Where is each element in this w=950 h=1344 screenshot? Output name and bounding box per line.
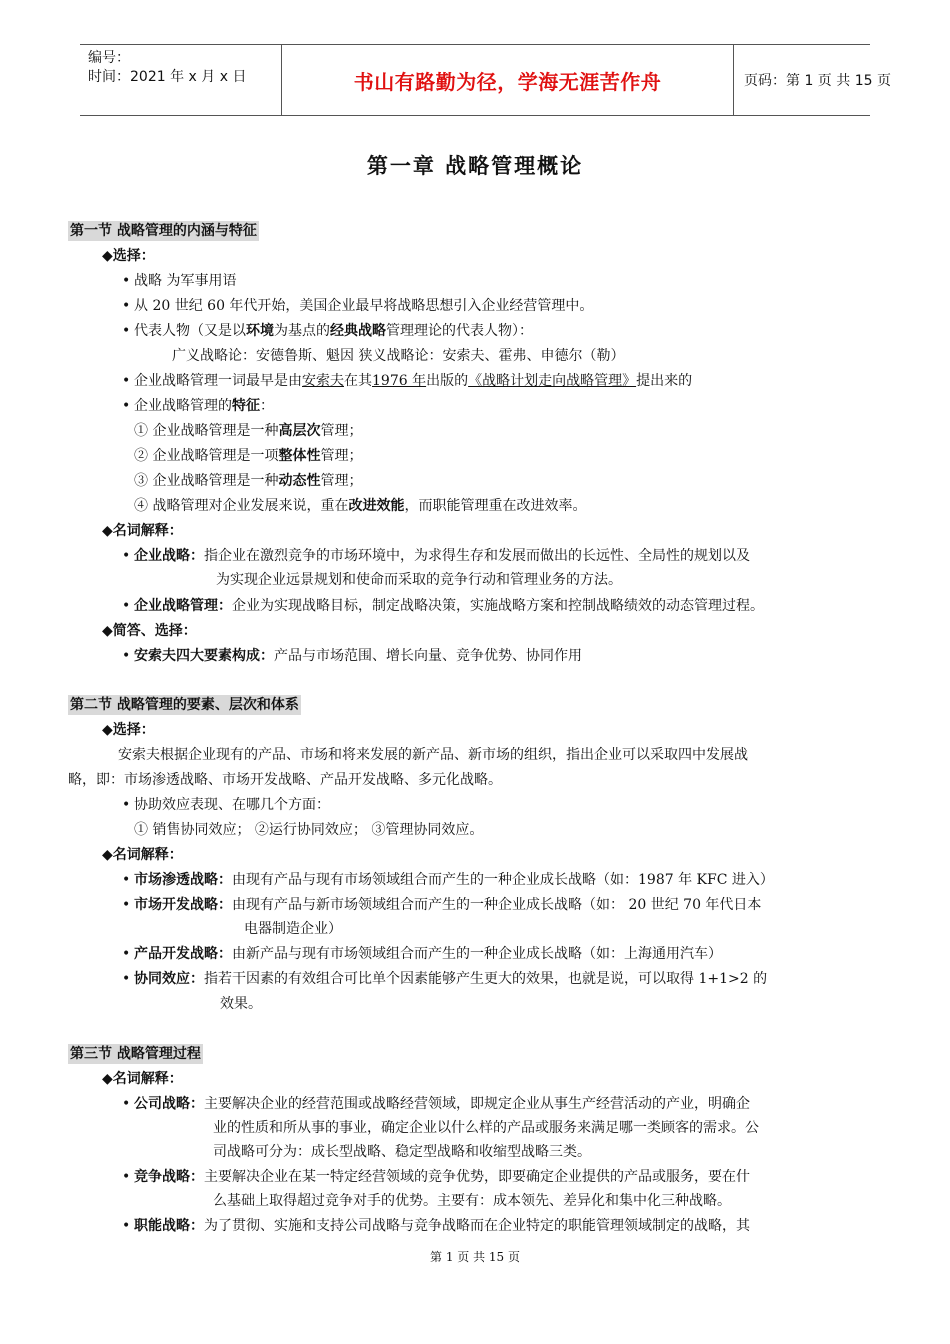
- list-item: ① 销售协同效应； ②运行协同效应； ③管理协同效应。: [134, 822, 484, 838]
- category-label: ◆名词解释：: [102, 847, 183, 863]
- header-meta: [80, 45, 282, 115]
- term-definition-cont: 效果。: [220, 996, 262, 1012]
- time-label: 时间：2021 年 x 月 x 日: [88, 69, 247, 85]
- paragraph-line: 略，即：市场渗透战略、市场开发战略、产品开发战略、多元化战略。: [68, 772, 502, 788]
- list-item: • 协助效应表现、在哪几个方面：: [122, 797, 330, 813]
- list-item: ④ 战略管理对企业发展来说，重在改进效能，而职能管理重在改进效率。: [134, 498, 587, 514]
- list-item: ② 企业战略管理是一项整体性管理；: [134, 448, 363, 464]
- term-definition-cont: 业的性质和所从事的事业，确定企业以什么样的产品或服务来满足哪一类顾客的需求。公: [213, 1120, 759, 1136]
- list-item: • 代表人物（又是以环境为基点的经典战略管理理论的代表人物）：: [122, 323, 533, 339]
- list-item: • 战略 为军事用语: [122, 273, 237, 289]
- header-page-info: 页码：第 1 页 共 15 页: [744, 73, 891, 89]
- section-heading-1: 第一节 战略管理的内涵与特征: [70, 223, 257, 239]
- category-label: ◆名词解释：: [102, 523, 183, 539]
- term-definition-cont: 电器制造企业）: [244, 921, 342, 937]
- list-item: 广义战略论：安德鲁斯、魁因 狭义战略论：安索夫、霍弗、申德尔（勒）: [172, 348, 625, 364]
- category-label: ◆简答、选择：: [102, 623, 197, 639]
- term-definition: • 竞争战略：主要解决企业在某一特定经营领域的竞争优势，即要确定企业提供的产品或服务，要在什: [122, 1169, 750, 1185]
- list-item: ① 企业战略管理是一种高层次管理；: [134, 423, 363, 439]
- term-definition: • 协同效应：指若干因素的有效组合可比单个因素能够产生更大的效果，也就是说，可以取得 1+1>2 的: [122, 971, 768, 987]
- section-heading-3: 第三节 战略管理过程: [70, 1046, 201, 1062]
- category-label: ◆选择：: [102, 722, 155, 738]
- term-definition-cont: 司战略可分为：成长型战略、稳定型战略和收缩型战略三类。: [213, 1144, 591, 1160]
- paragraph-line: 安索夫根据企业现有的产品、市场和将来发展的新产品、新市场的组织，指出企业可以采取四中发展战: [118, 747, 748, 763]
- term-definition: • 职能战略：为了贯彻、实施和支持公司战略与竞争战略而在企业特定的职能管理领域制定的战略，其: [122, 1218, 750, 1234]
- section-heading-2: 第二节 战略管理的要素、层次和体系: [70, 697, 299, 713]
- category-label: ◆选择：: [102, 248, 155, 264]
- page-header: [80, 44, 891, 116]
- list-item: • 企业战略管理的特征：: [122, 398, 274, 414]
- number-label: 编号：: [88, 50, 130, 66]
- list-item: • 企业战略管理一词最早是由安索夫在其1976 年出版的《战略计划走向战略管理》提出来的: [122, 373, 693, 389]
- chapter-title: 第一章 战略管理概论: [366, 154, 584, 178]
- term-definition: • 企业战略管理：企业为实现战略目标，制定战略决策，实施战略方案和控制战略绩效的动态管理过程。: [122, 598, 764, 614]
- term-definition: • 市场渗透战略：由现有产品与现有市场领域组合而产生的一种企业成长战略（如：1987 年 KFC 进入）: [122, 872, 774, 888]
- page-footer: 第 1 页 共 15 页: [430, 1250, 520, 1264]
- term-definition: • 安索夫四大要素构成：产品与市场范围、增长向量、竞争优势、协同作用: [122, 648, 582, 664]
- term-definition-cont: 么基础上取得超过竞争对手的优势。主要有：成本领先、差异化和集中化三种战略。: [213, 1193, 731, 1209]
- list-item: ③ 企业战略管理是一种动态性管理；: [134, 473, 363, 489]
- category-label: ◆名词解释：: [102, 1071, 183, 1087]
- term-definition: • 市场开发战略：由现有产品与新市场领域组合而产生的一种企业成长战略（如： 20 世纪 70 年代日本: [122, 897, 762, 913]
- term-definition: • 产品开发战略：由新产品与现有市场领域组合而产生的一种企业成长战略（如：上海通用汽车）: [122, 946, 722, 962]
- term-definition: • 企业战略：指企业在激烈竞争的市场环境中，为求得生存和发展而做出的长远性、全局性的规划以及: [122, 548, 750, 564]
- header-motto: 书山有路勤为径，学海无涯苦作舟: [282, 45, 734, 115]
- term-definition: • 公司战略：主要解决企业的经营范围或战略经营领域，即规定企业从事生产经营活动的产业，明确企: [122, 1096, 750, 1112]
- list-item: • 从 20 世纪 60 年代开始，美国企业最早将战略思想引入企业经营管理中。: [122, 298, 594, 314]
- term-definition-cont: 为实现企业远景规划和使命而采取的竞争行动和管理业务的方法。: [216, 572, 622, 588]
